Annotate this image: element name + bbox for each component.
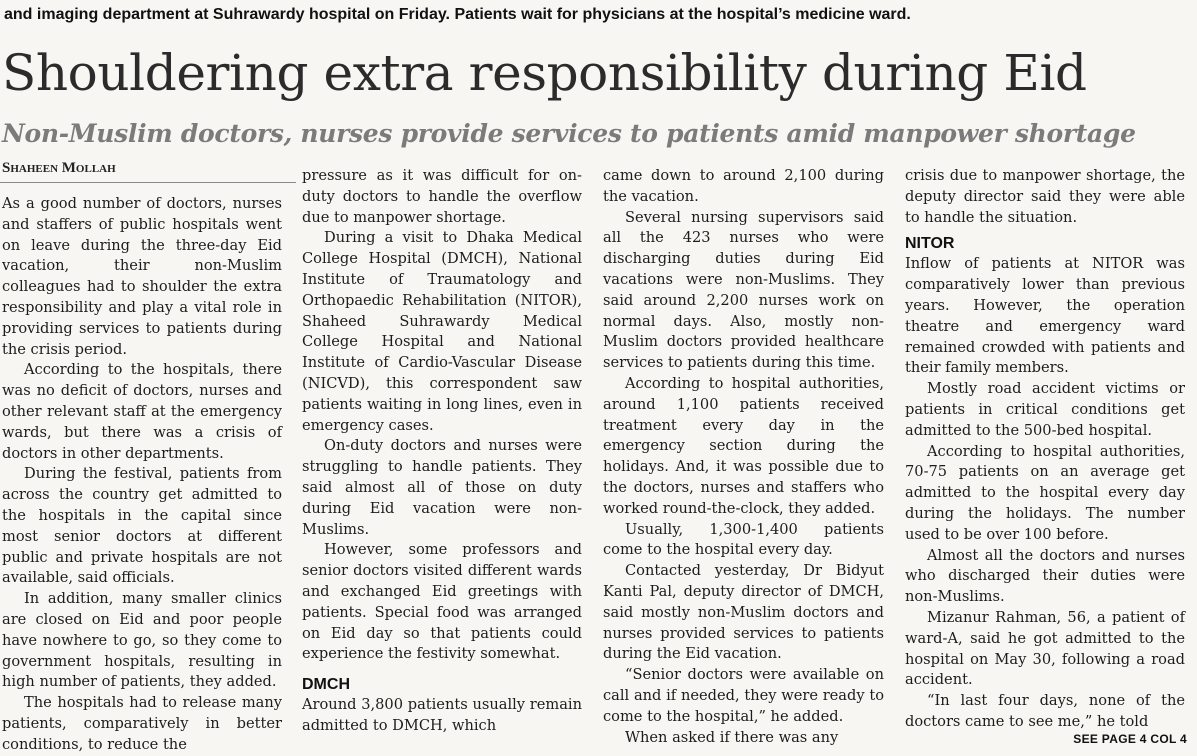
paragraph: Almost all the doctors and nurses who discharged their duties were non-Muslims. <box>905 546 1185 606</box>
paragraph: On-duty doctors and nurses were struggling to handle patients. They said almost all of those on duty during Eid vacation were non-Muslims. <box>302 437 582 538</box>
paragraph: “In last four days, none of the doctors came to see me,” he told <box>905 692 1185 730</box>
paragraph: During the festival, patients from across the country get admitted to the hospitals in the capital since most senior doctors at different public and private hospitals are not available, said officials. <box>2 465 282 587</box>
article-column-4 <box>905 166 1185 733</box>
paragraph: pressure as it was difficult for on-duty doctors to handle the overflow due to manpower shortage. <box>302 167 582 226</box>
headline: Shouldering extra responsibility during Eid <box>2 44 1087 102</box>
paragraph: However, some professors and senior doctors visited different wards and exchanged Eid greetings with patients. Special food was arranged on Eid day so that patients could experience the festivity somewhat. <box>302 541 582 663</box>
continuation-note: SEE PAGE 4 COL 4 <box>1073 732 1187 746</box>
article-column-3 <box>603 166 884 748</box>
article-column-1 <box>2 194 282 756</box>
paragraph: During a visit to Dhaka Medical College Hospital (DMCH), National Institute of Traumatology and Orthopaedic Rehabilitation (NITOR), Shaheed Suhrawardy Medical College Hospital and National Institute of Cardio-Vascular Disease (NICVD), this correspondent saw patients waiting in long lines, even in emergency cases. <box>302 229 582 434</box>
paragraph: “Senior doctors were available on call and if needed, they were ready to come to the hospital,” he added. <box>603 666 884 725</box>
paragraph: Several nursing supervisors said all the 423 nurses who were discharging duties during Eid vacations were non-Muslims. They said around 2,200 nurses work on normal days. Also, mostly non-Muslim doctors provided healthcare services to patients during this time. <box>603 208 884 372</box>
section-heading-dmch: DMCH <box>302 676 350 694</box>
paragraph: In addition, many smaller clinics are closed on Eid and poor people have nowhere to go, so they come to government hospitals, resulting in high number of patients, they added. <box>2 590 282 691</box>
paragraph: Mizanur Rahman, 56, a patient of ward-A, said he got admitted to the hospital on May 30, following a road accident. <box>905 608 1185 689</box>
paragraph: Mostly road accident victims or patients in critical conditions get admitted to the 500-bed hospital. <box>905 380 1185 439</box>
paragraph: crisis due to manpower shortage, the deputy director said they were able to handle the situation. <box>905 167 1185 226</box>
article-column-2 <box>302 166 582 737</box>
paragraph: According to hospital authorities, around 1,100 patients received treatment every day in the emergency section during the holidays. And, it was possible due to the doctors, nurses and staffers who worked round-the-clock, they added. <box>603 374 884 517</box>
paragraph: Around 3,800 patients usually remain admitted to DMCH, which <box>302 696 582 734</box>
paragraph: As a good number of doctors, nurses and staffers of public hospitals went on leave during the three-day Eid vacation, their non-Muslim colleagues had to shoulder the extra responsibility and play a vital role in providing services to patients during the crisis period. <box>2 195 282 358</box>
paragraph: The hospitals had to release many patients, comparatively in better conditions, to reduce the <box>2 694 282 753</box>
paragraph: came down to around 2,100 during the vacation. <box>603 167 884 205</box>
paragraph: According to the hospitals, there was no deficit of doctors, nurses and other relevant staff at the emergency wards, but there was a crisis of doctors in other departments. <box>2 361 282 462</box>
byline: Shaheen Mollah <box>2 160 116 176</box>
paragraph: Contacted yesterday, Dr Bidyut Kanti Pal, deputy director of DMCH, said mostly non-Muslim doctors and nurses provided services to patients during the Eid vacation. <box>603 562 884 663</box>
paragraph: Inflow of patients at NITOR was comparatively lower than previous years. However, the operation theatre and emergency ward remained crowded with patients and their family members. <box>905 255 1185 377</box>
paragraph: Usually, 1,300-1,400 patients come to the hospital every day. <box>603 520 884 559</box>
paragraph: When asked if there was any <box>625 728 839 746</box>
byline-rule <box>0 182 296 183</box>
photo-caption: and imaging department at Suhrawardy hospital on Friday. Patients wait for physicians at the hospital’s medicine ward. <box>4 6 911 23</box>
subheadline: Non-Muslim doctors, nurses provide services to patients amid manpower shortage <box>2 119 1136 148</box>
section-heading-nitor: NITOR <box>905 235 955 253</box>
paragraph: According to hospital authorities, 70-75 patients on an average get admitted to the hospital every day during the holidays. The number used to be over 100 before. <box>905 442 1185 543</box>
